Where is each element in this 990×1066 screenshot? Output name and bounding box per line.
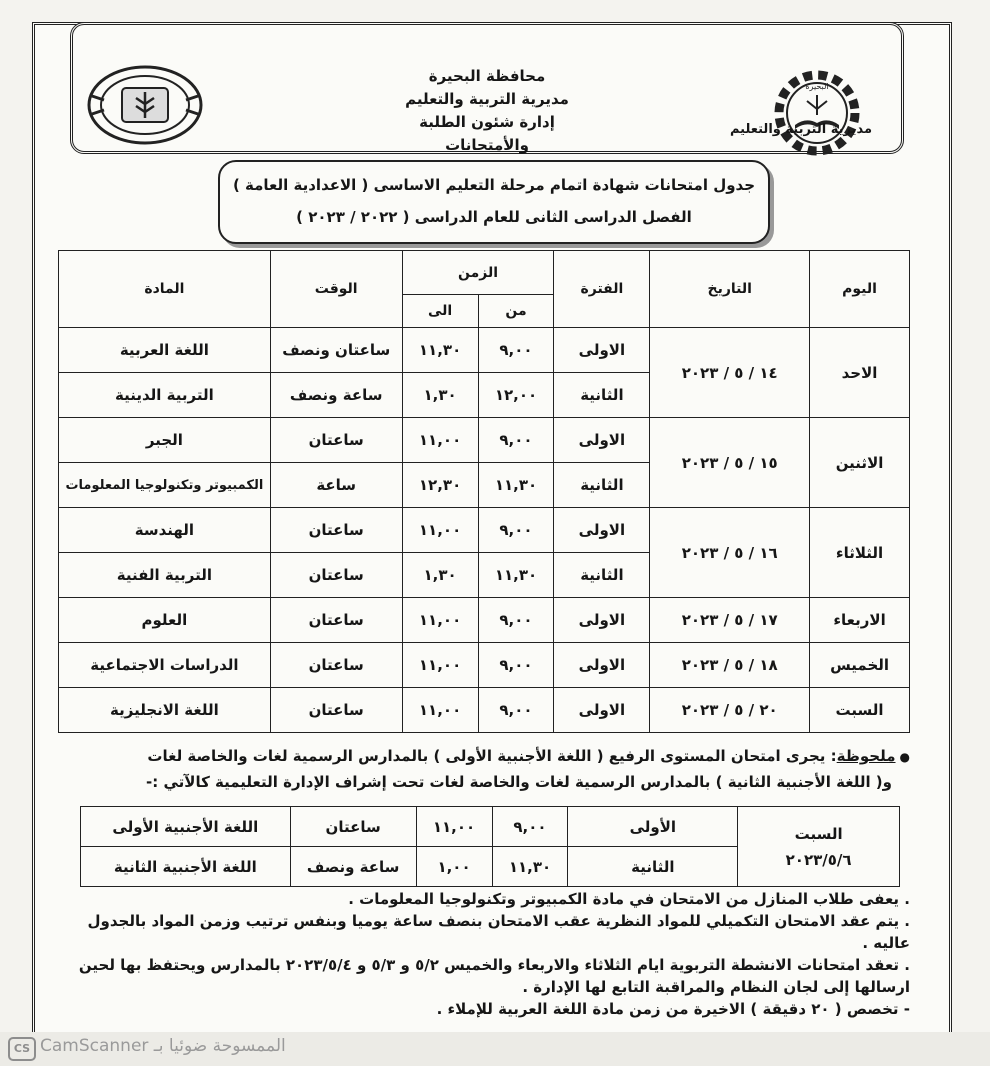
directorate-name: مديرية التربية والتعليم bbox=[405, 90, 569, 108]
period-cell: الثانية bbox=[554, 373, 650, 418]
duration-cell: ساعتان bbox=[290, 807, 416, 847]
header-day: اليوم bbox=[810, 251, 910, 328]
period-cell: الأولى bbox=[568, 807, 738, 847]
period-cell: الاولى bbox=[554, 688, 650, 733]
list-item: - تخصص ( ٢٠ دقيقة ) الاخيرة من زمن مادة اللغة العربية للإملاء . bbox=[436, 1000, 910, 1018]
duration-cell: ساعتان bbox=[270, 598, 402, 643]
subject-cell: التربية الدينية bbox=[59, 373, 271, 418]
list-item: ارسالها إلى لجان النظام والمراقبة التابع لها الإدارة . bbox=[522, 978, 910, 996]
from-cell: ٩,٠٠ bbox=[478, 688, 554, 733]
to-cell: ١١,٠٠ bbox=[402, 418, 478, 463]
duration-cell: ساعتان bbox=[270, 508, 402, 553]
from-cell: ٩,٠٠ bbox=[492, 807, 568, 847]
date-cell: ١٨ / ٥ / ٢٠٢٣ bbox=[650, 643, 810, 688]
table-row bbox=[59, 643, 910, 688]
to-cell: ١١,٠٠ bbox=[402, 688, 478, 733]
title-banner bbox=[218, 160, 770, 244]
from-cell: ١١,٣٠ bbox=[478, 463, 554, 508]
to-cell: ١,٠٠ bbox=[416, 847, 492, 887]
subject-cell: اللغة العربية bbox=[59, 328, 271, 373]
from-cell: ١١,٣٠ bbox=[492, 847, 568, 887]
table-row bbox=[59, 418, 910, 463]
period-cell: الاولى bbox=[554, 508, 650, 553]
to-cell: ١٢,٣٠ bbox=[402, 463, 478, 508]
duration-cell: ساعة bbox=[270, 463, 402, 508]
header-time: الزمن bbox=[402, 251, 554, 295]
from-cell: ٩,٠٠ bbox=[478, 508, 554, 553]
from-cell: ٩,٠٠ bbox=[478, 598, 554, 643]
note-line-1 bbox=[70, 747, 910, 765]
duration-cell: ساعتان bbox=[270, 688, 402, 733]
date-cell: ١٤ / ٥ / ٢٠٢٣ bbox=[650, 328, 810, 418]
title-line-2: الفصل الدراسى الثانى للعام الدراسى ( ٢٠٢٢ / ٢٠٢٣ ) bbox=[296, 208, 692, 226]
day-cell: الاربعاء bbox=[810, 598, 910, 643]
to-cell: ١١,٠٠ bbox=[402, 598, 478, 643]
camscanner-logo-icon: CS bbox=[8, 1037, 36, 1061]
subject-cell: العلوم bbox=[59, 598, 271, 643]
duration-cell: ساعة ونصف bbox=[270, 373, 402, 418]
table-row bbox=[81, 807, 900, 847]
list-item: . يتم عقد الامتحان التكميلي للمواد النظرية عقب الامتحان بنصف ساعة يوميا وبنفس ترتيب وزمن المواد بالجدول عاليه . bbox=[87, 912, 910, 952]
table-row bbox=[59, 508, 910, 553]
to-cell: ١١,٣٠ bbox=[402, 328, 478, 373]
title-line-1: جدول امتحانات شهادة اتمام مرحلة التعليم الاساسى ( الاعدادية العامة ) bbox=[232, 176, 756, 194]
subject-cell: اللغة الأجنبية الثانية bbox=[81, 847, 291, 887]
department-name: إدارة شئون الطلبة والأمتحانات bbox=[419, 113, 555, 154]
date-cell: ٢٠ / ٥ / ٢٠٢٣ bbox=[650, 688, 810, 733]
table-row bbox=[59, 328, 910, 373]
scanner-watermark: الممسوحة ضوئيا بـ CamScanner bbox=[40, 1036, 286, 1056]
header-subject: المادة bbox=[59, 251, 271, 328]
from-cell: ٩,٠٠ bbox=[478, 328, 554, 373]
sub-day: السبت bbox=[794, 824, 843, 843]
day-cell: السبت bbox=[810, 688, 910, 733]
day-cell: الاثنين bbox=[810, 418, 910, 508]
day-cell: الثلاثاء bbox=[810, 508, 910, 598]
from-cell: ١٢,٠٠ bbox=[478, 373, 554, 418]
header-from: من bbox=[478, 295, 554, 328]
notes-list bbox=[60, 888, 910, 1020]
header-to: الى bbox=[402, 295, 478, 328]
table-row bbox=[59, 688, 910, 733]
svg-text:البحيرة: البحيرة bbox=[805, 82, 829, 91]
table-row bbox=[59, 598, 910, 643]
day-cell: الخميس bbox=[810, 643, 910, 688]
date-cell: ١٧ / ٥ / ٢٠٢٣ bbox=[650, 598, 810, 643]
note-text-1: : يجرى امتحان المستوى الرفيع ( اللغة الأجنبية الأولى ) بالمدارس الرسمية لغات والخاصة لغات bbox=[147, 747, 837, 765]
bullet-icon: ● bbox=[899, 750, 910, 764]
duration-cell: ساعتان bbox=[270, 553, 402, 598]
period-cell: الاولى bbox=[554, 418, 650, 463]
language-exam-table bbox=[80, 806, 900, 887]
note-label: ملحوظة bbox=[836, 747, 896, 765]
duration-cell: ساعتان bbox=[270, 643, 402, 688]
exam-schedule-table bbox=[58, 250, 910, 733]
day-cell: الاحد bbox=[810, 328, 910, 418]
duration-cell: ساعة ونصف bbox=[290, 847, 416, 887]
education-gear-logo-icon bbox=[747, 63, 887, 163]
logo-ribbon-text: مديرية التربية والتعليم bbox=[729, 122, 873, 137]
header-date: التاريخ bbox=[650, 251, 810, 328]
list-item: . يعفى طلاب المنازل من الامتحان في مادة الكمبيوتر وتكنولوجيا المعلومات . bbox=[348, 890, 910, 908]
header-period: الفترة bbox=[554, 251, 650, 328]
period-cell: الاولى bbox=[554, 643, 650, 688]
period-cell: الاولى bbox=[554, 328, 650, 373]
subject-cell: الجبر bbox=[59, 418, 271, 463]
period-cell: الثانية bbox=[568, 847, 738, 887]
to-cell: ١١,٠٠ bbox=[402, 643, 478, 688]
from-cell: ٩,٠٠ bbox=[478, 418, 554, 463]
subject-cell: اللغة الأجنبية الأولى bbox=[81, 807, 291, 847]
to-cell: ١١,٠٠ bbox=[402, 508, 478, 553]
governorate-name: محافظة البحيرة bbox=[428, 67, 546, 85]
from-cell: ١١,٣٠ bbox=[478, 553, 554, 598]
date-cell: ١٦ / ٥ / ٢٠٢٣ bbox=[650, 508, 810, 598]
to-cell: ١,٣٠ bbox=[402, 373, 478, 418]
subject-cell: الكمبيوتر وتكنولوجيا المعلومات bbox=[59, 463, 271, 508]
duration-cell: ساعتان ونصف bbox=[270, 328, 402, 373]
to-cell: ١,٣٠ bbox=[402, 553, 478, 598]
period-cell: الاولى bbox=[554, 598, 650, 643]
period-cell: الثانية bbox=[554, 463, 650, 508]
sub-day-cell bbox=[738, 807, 900, 887]
subject-cell: التربية الفنية bbox=[59, 553, 271, 598]
from-cell: ٩,٠٠ bbox=[478, 643, 554, 688]
subject-cell: الدراسات الاجتماعية bbox=[59, 643, 271, 688]
subject-cell: اللغة الانجليزية bbox=[59, 688, 271, 733]
header-duration: الوقت bbox=[270, 251, 402, 328]
list-item: . تعقد امتحانات الانشطة التربوية ايام الثلاثاء والاربعاء والخميس ٥/٢ و ٥/٣ و ٢٠٢٣/٥/٤ بالمدارس ويحتفظ بها لحين bbox=[78, 956, 910, 974]
duration-cell: ساعتان bbox=[270, 418, 402, 463]
sub-date: ٢٠٢٣/٥/٦ bbox=[785, 850, 852, 869]
note-line-2: و( اللغة الأجنبية الثانية ) بالمدارس الرسمية لغات والخاصة لغات تحت إشراف الإدارة التعليمية كالآتي :- bbox=[146, 773, 892, 791]
period-cell: الثانية bbox=[554, 553, 650, 598]
date-cell: ١٥ / ٥ / ٢٠٢٣ bbox=[650, 418, 810, 508]
to-cell: ١١,٠٠ bbox=[416, 807, 492, 847]
subject-cell: الهندسة bbox=[59, 508, 271, 553]
